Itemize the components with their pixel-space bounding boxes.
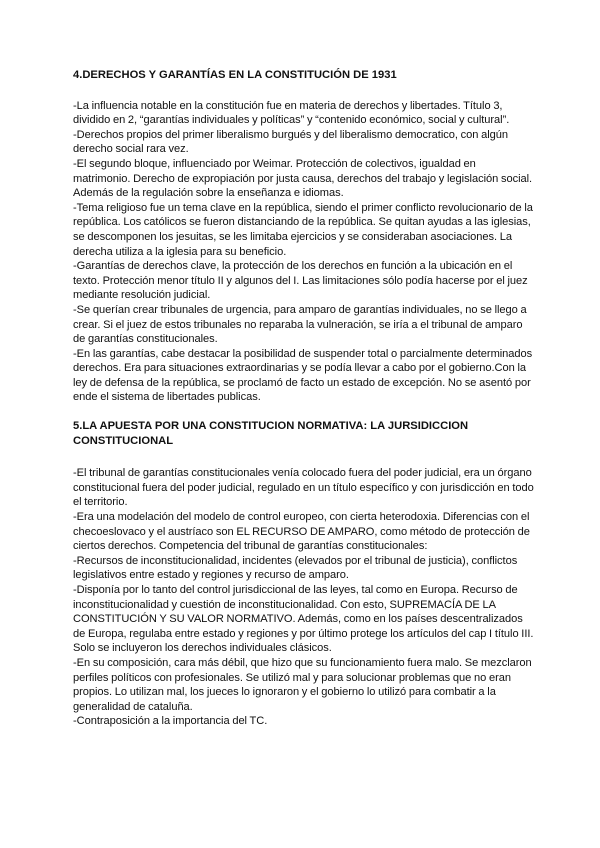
paragraph: -Disponía por lo tanto del control jurisdiccional de las leyes, tal como en Europa. Recurso de inconstitucionalidad y cuestión de inconstitucionalidad. Con esto, SUPREMACÍA DE LA CONSTITUCIÓN Y SU VALOR NORMATIVO. Además, como en los países descentralizados de Europa, regulaba entre estado y regiones y por último protege los artículos del cap I título III. Solo se incluyeron los derechos individuales clásicos. (73, 584, 534, 655)
paragraph: -Se querían crear tribunales de urgencia, para amparo de garantías individuales, no se llego a crear. Si el juez de estos tribunales no reparaba la vulneración, se iría a el tribunal de amparo de garantías constitucionales. (73, 303, 527, 346)
paragraph: -En las garantías, cabe destacar la posibilidad de suspender total o parcialmente determinados derechos. Era para situaciones extraordinarias y se podía llevar a cabo por el gobierno.Con la ley de defensa de la república, se proclamó de facto un estado de excepción. No se asentó por ende el sistema de libertades publicas. (73, 347, 533, 404)
paragraph: -Tema religioso fue un tema clave en la república, siendo el primer conflicto revolucionario de la república. Los católicos se fueron distanciando de la república. Se quitan ayudas a las iglesias, se descomponen los jesuitas, se les limitaba ejercicios y se consideraban asociaciones. La derecha utiliza a la iglesia para su beneficio. (73, 201, 533, 258)
paragraph: -El tribunal de garantías constitucionales venía colocado fuera del poder judicial, era un órgano constitucional fuera del poder judicial, regulado en un título específico y con jurisdicción en todo el territorio. (73, 467, 534, 509)
paragraph: -El segundo bloque, influenciado por Weimar. Protección de colectivos, igualdad en matrimonio. Derecho de expropiación por justa causa, derechos del trabajo y legislación social. Además de la regulación sobre la enseñanza e idiomas. (73, 157, 533, 200)
paragraph: -Recursos de inconstitucionalidad, incidentes (elevados por el tribunal de justicia), conflictos legislativos entre estado y regiones y recurso de amparo. (73, 554, 518, 582)
paragraph: -Contraposición a la importancia del TC. (73, 715, 268, 728)
section-heading-5: 5.LA APUESTA POR UNA CONSTITUCION NORMATIVA: LA JURSIDICCION CONSTITUCIONAL (73, 420, 469, 447)
paragraph: -La influencia notable en la constitución fue en materia de derechos y libertades. Título 3, dividido en 2, “garantías individuales y políticas” y “contenido económico, social y cultural”. (73, 99, 510, 127)
section-heading-4: 4.DERECHOS Y GARANTÍAS EN LA CONSTITUCIÓN DE 1931 (73, 69, 397, 81)
paragraph: -Garantías de derechos clave, la protección de los derechos en función a la ubicación en el texto. Protección menor título II y algunos del I. Las limitaciones sólo podía hacerse por el juez mediante resolución judicial. (73, 260, 528, 302)
paragraph: -Era una modelación del modelo de control europeo, con cierta heterodoxia. Diferencias con el checoeslovaco y el austríaco son EL RECURSO DE AMPARO, como método de protección de ciertos derechos. Competencia del tribunal de garantías constitucionales: (73, 511, 530, 553)
paragraph: -Derechos propios del primer liberalismo burgués y del liberalismo democratico, con algún derecho social rara vez. (73, 128, 508, 156)
paragraph: -En su composición, cara más débil, que hizo que su funcionamiento fuera malo. Se mezclaron perfiles políticos con profesionales. Se utilizó mal y para solucionar problemas que no eran propios. Lo utilizan mal, los jueces lo ignoraron y el gobierno lo utilizó para combatir a la generalidad de cataluña. (73, 656, 532, 713)
document-body (73, 68, 535, 729)
